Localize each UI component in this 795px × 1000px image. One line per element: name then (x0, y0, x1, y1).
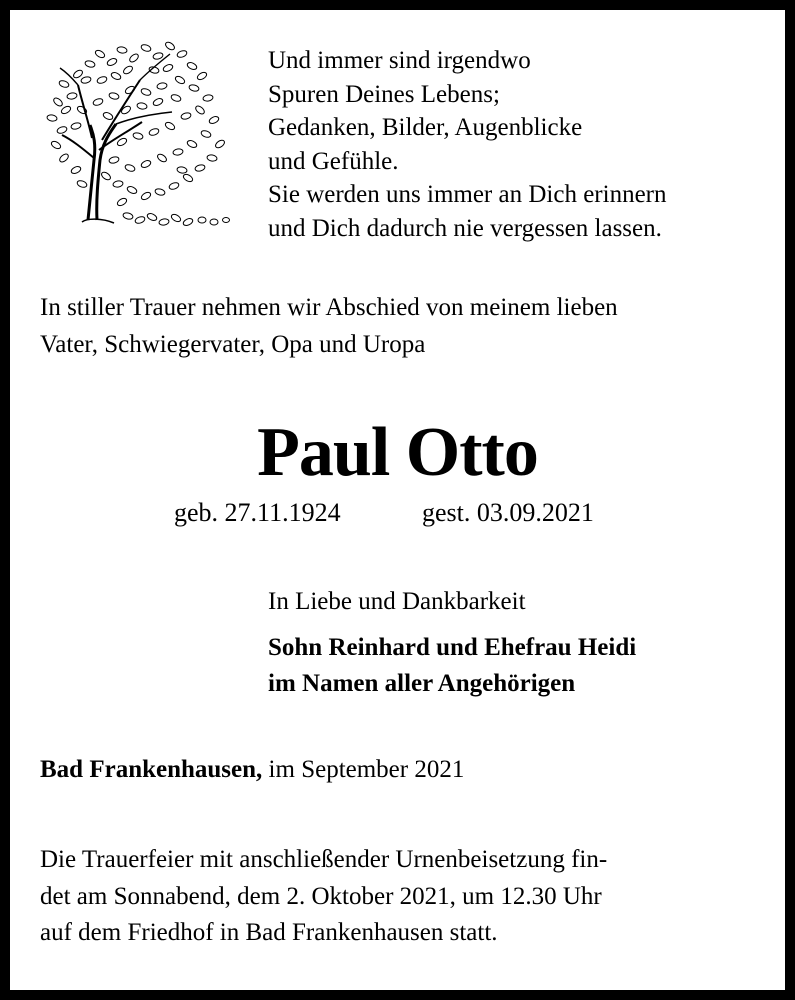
place-month: im September 2021 (262, 756, 465, 783)
mourners-signature (268, 630, 636, 702)
intro-line: In stiller Trauer nehmen wir Abschied von meinem lieben (40, 294, 618, 321)
notice-line: det am Sonnabend, dem 2. Oktober 2021, um 12.30 Uhr (40, 882, 602, 910)
place-date (40, 752, 464, 788)
poem-line: und Gefühle. (268, 147, 399, 175)
poem-line: Sie werden uns immer an Dich erinnern (268, 181, 667, 209)
birth-date: geb. 27.11.1924 (174, 498, 341, 527)
poem-line: Spuren Deines Lebens; (268, 80, 500, 108)
poem-line: Und immer sind irgendwo (268, 47, 531, 74)
poem-line: Gedanken, Bilder, Augenblicke (268, 114, 583, 142)
poem-line: und Dich dadurch nie vergessen lassen. (268, 214, 662, 242)
notice-line: Die Trauerfeier mit anschließender Urnenbeisetzung fin- (40, 846, 608, 873)
tree-leaves-icon (42, 40, 234, 235)
notice-line: auf dem Friedhof in Bad Frankenhausen statt. (40, 919, 498, 946)
mourner-line: Sohn Reinhard und Ehefrau Heidi (268, 634, 637, 661)
mourner-line: im Namen aller Angehörigen (268, 670, 576, 697)
place-city: Bad Frankenhausen, (40, 756, 263, 783)
funeral-notice (40, 842, 770, 952)
deceased-name: Paul Otto (257, 414, 538, 491)
poem (268, 44, 768, 246)
death-date: gest. 03.09.2021 (422, 498, 594, 527)
farewell-intro (40, 289, 770, 363)
thanks-line: In Liebe und Dankbarkeit (268, 588, 526, 615)
intro-line: Vater, Schwiegervater, Opa und Uropa (40, 331, 426, 358)
